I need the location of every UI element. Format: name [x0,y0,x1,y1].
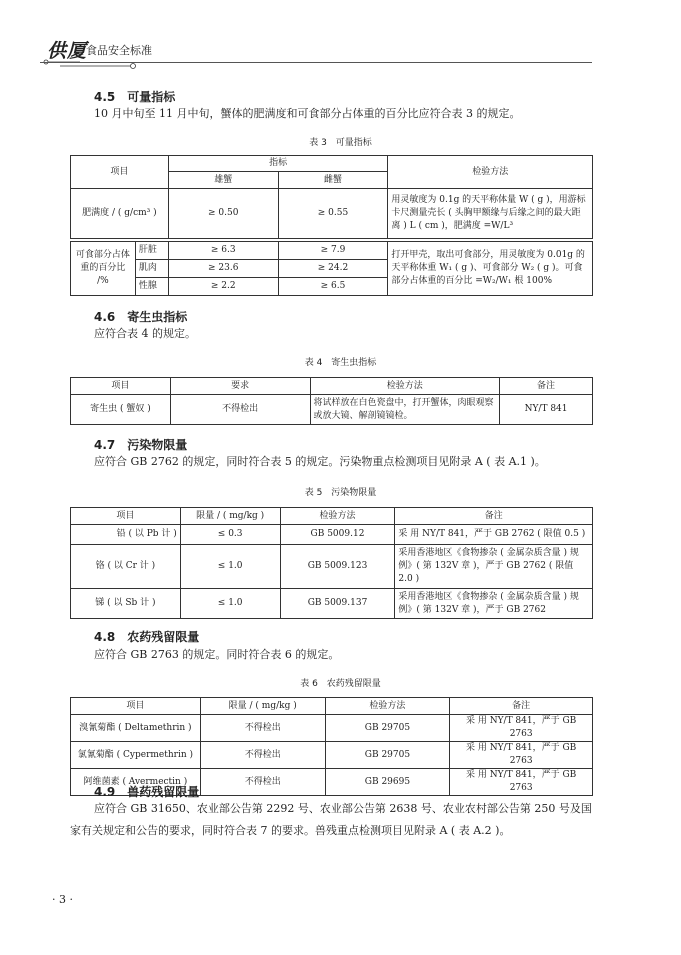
t3-h-item: 项目 [71,156,169,189]
t5-row-method: GB 5009.137 [280,589,395,619]
t4-h-req: 要求 [170,378,310,395]
t3-row-female: ≥ 7.9 [278,242,388,260]
t3-h-method: 检验方法 [388,156,593,189]
t5-row-method: GB 5009.123 [280,545,395,589]
caption-table-6: 表 6 农药残留限量 [300,679,381,689]
t3-h-female: 雌蟹 [278,172,388,189]
t6-h-method: 检验方法 [325,698,450,715]
header-title: 食品安全标准 [86,44,152,57]
t5-h-limit: 限量 / ( mg/kg ) [180,508,280,525]
t3-r1-female: ≥ 0.55 [278,189,388,239]
para-4-5: 10 月中旬至 11 月中旬，蟹体的肥满度和可食部分占体重的百分比应符合表 3 的规定。 [94,107,521,120]
table-6 [70,697,593,796]
page-number: · 3 · [52,893,73,906]
table-3-part2 [70,241,593,296]
t3-row-name: 性腺 [135,278,168,296]
t6-h-note: 备注 [450,698,593,715]
t6-row-method: GB 29705 [325,715,450,742]
t3-r1-item: 肥满度 / ( g/cm³ ) [71,189,169,239]
heading-4-6: 4.6 寄生虫指标 [94,310,188,324]
t5-row-limit: ≤ 0.3 [180,525,280,545]
para-4-9-line2: 家有关规定和公告的要求，同时符合表 7 的要求。兽残重点检测项目见附录 A ( 表 A.2 )。 [70,824,511,837]
t6-row-limit: 不得检出 [200,715,325,742]
table-5 [70,507,593,619]
t5-h-method: 检验方法 [280,508,395,525]
t4-h-method: 检验方法 [310,378,500,395]
para-4-9-line1: 应符合 GB 31650、农业部公告第 2292 号、农业部公告第 2638 号、农业农村部公告第 250 号及国 [94,802,592,815]
t3-row-male: ≥ 6.3 [168,242,278,260]
t3-r2-group: 可食部分占体重的百分比 /% [71,242,136,296]
t6-row-note: 采 用 NY/T 841，严于 GB 2763 [450,742,593,769]
t5-row-item: 锑 ( 以 Sb 计 ) [71,589,181,619]
t6-row-method: GB 29695 [325,769,450,796]
t4-r-method: 将试样放在白色瓷盘中，打开蟹体，肉眼观察或放大镜、解剖镜镜检。 [310,395,500,425]
heading-4-7: 4.7 污染物限量 [94,438,188,452]
t4-r-req: 不得检出 [170,395,310,425]
t3-row-male: ≥ 2.2 [168,278,278,296]
t5-row-item: 铬 ( 以 Cr 计 ) [71,545,181,589]
header-logo: 供厦 [47,40,88,62]
t3-h-male: 雄蟹 [168,172,278,189]
t5-row-note: 采 用 NY/T 841，严于 GB 2762 ( 限值 0.5 ) [395,525,593,545]
para-4-7: 应符合 GB 2762 的规定，同时符合表 5 的规定。污染物重点检测项目见附录 A ( 表 A.1 )。 [94,455,546,468]
t6-h-limit: 限量 / ( mg/kg ) [200,698,325,715]
t6-row-note: 采 用 NY/T 841，严于 GB 2763 [450,769,593,796]
t3-h-indicator: 指标 [168,156,388,172]
table-3 [70,155,593,239]
t5-row-item: 铅 ( 以 Pb 计 ) [71,525,181,545]
t5-row-limit: ≤ 1.0 [180,545,280,589]
header-decoration [40,58,150,72]
t5-row-limit: ≤ 1.0 [180,589,280,619]
table-4 [70,377,593,425]
t3-row-male: ≥ 23.6 [168,260,278,278]
t3-row-name: 肌肉 [135,260,168,278]
t3-r1-male: ≥ 0.50 [168,189,278,239]
t6-row-item: 阿维菌素 ( Avermectin ) [71,769,201,796]
t5-h-item: 项目 [71,508,181,525]
heading-4-8: 4.8 农药残留限量 [94,630,200,644]
t3-row-female: ≥ 24.2 [278,260,388,278]
t6-row-limit: 不得检出 [200,742,325,769]
para-4-6: 应符合表 4 的规定。 [94,327,196,340]
t3-row-name: 肝脏 [135,242,168,260]
t5-row-method: GB 5009.12 [280,525,395,545]
heading-4-5: 4.5 可量指标 [94,90,176,104]
t6-row-method: GB 29705 [325,742,450,769]
t4-r-item: 寄生虫 ( 蟹奴 ) [71,395,171,425]
t4-r-note: NY/T 841 [500,395,593,425]
t6-row-item: 溴氰菊酯 ( Deltamethrin ) [71,715,201,742]
header-rule [40,62,592,63]
t3-row-female: ≥ 6.5 [278,278,388,296]
caption-table-3: 表 3 可量指标 [309,138,372,148]
caption-table-5: 表 5 污染物限量 [304,488,377,498]
t6-row-item: 氯氰菊酯 ( Cypermethrin ) [71,742,201,769]
t4-h-item: 项目 [71,378,171,395]
heading-4-9: 4.9 兽药残留限量 [94,785,200,799]
t3-r2-method: 打开甲壳，取出可食部分，用灵敏度为 0.01g 的天平称体重 W₁ ( g )、可食部分 W₂ ( g )。可食部分占体重的百分比 =W₂/W₁ 根 100% [388,242,593,296]
t6-row-note: 采 用 NY/T 841，严于 GB 2763 [450,715,593,742]
t5-h-note: 备注 [395,508,593,525]
t4-h-note: 备注 [500,378,593,395]
para-4-8: 应符合 GB 2763 的规定。同时符合表 6 的规定。 [94,648,340,661]
t5-row-note: 采用香港地区《食物掺杂 ( 金属杂质含量 ) 规例》( 第 132V 章 )，严于 GB 2762 [395,589,593,619]
t5-row-note: 采用香港地区《食物掺杂 ( 金属杂质含量 ) 规例》( 第 132V 章 )，严于 GB 2762 ( 限值 2.0 ) [395,545,593,589]
t6-row-limit: 不得检出 [200,769,325,796]
caption-table-4: 表 4 寄生虫指标 [304,358,377,368]
t3-r1-method: 用灵敏度为 0.1g 的天平称体量 W ( g )，用游标卡尺测量壳长 ( 头胸甲额缘与后缘之间的最大距离 ) L ( cm )，肥满度 =W/L³ [388,189,593,239]
t6-h-item: 项目 [71,698,201,715]
